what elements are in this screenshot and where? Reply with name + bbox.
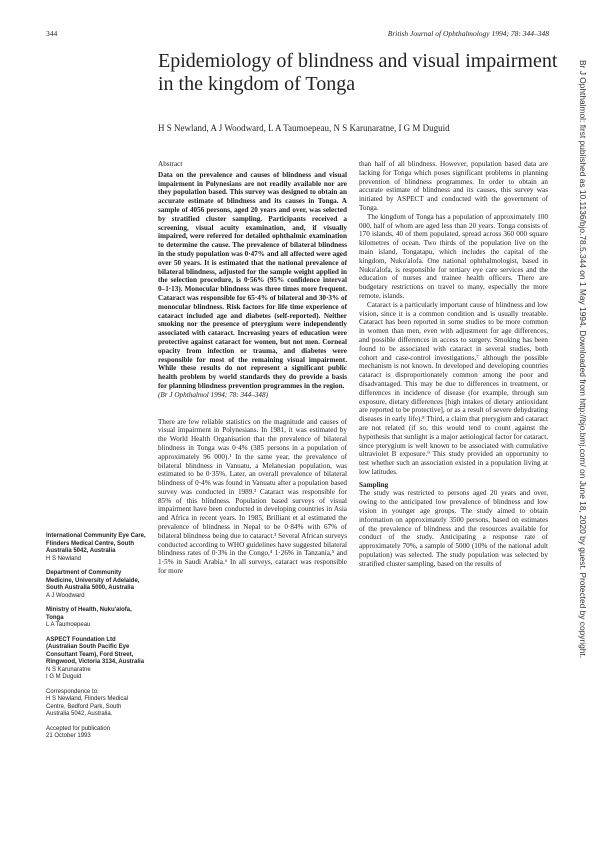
side-note-text: Br J Ophthalmol: first published as 10.1136/bjo.78.5.344 on 1 May 1994. Downloaded from http://bjo.bmj.com/ on June 18, 2020 by guest. Protected by copyright. bbox=[578, 60, 588, 659]
sampling-paragraph: The study was restricted to persons aged 20 years and over, owing to the anticipated low prevalence of blindness and low vision in younger age groups. The study aimed to obtain information on approximately 3500 persons, based on estimates of the prevalence of blindness and the resources available for conduct of the study. Anticipating a response rate of approximately 70%, a sample of 5000 (10% of the national adult population) was selected. The study population was selected by stratified cluster sampling, based on the results of bbox=[359, 489, 548, 568]
affiliation-people: H S Newland bbox=[46, 555, 82, 562]
left-column bbox=[158, 160, 347, 576]
abstract-heading: Abstract bbox=[158, 160, 183, 168]
intro-paragraph: than half of all blindness. However, population based data are lacking for Tonga which poses significant problems in planning prevention of blindness programmes. In order to obtain an accurate estimate of blindness and its causes, this survey was initiated by ASPECT and conducted with the government of Tonga. bbox=[359, 160, 548, 212]
accepted-date: Accepted for publication 21 October 1993 bbox=[46, 725, 111, 739]
affiliations bbox=[46, 533, 146, 748]
abstract-citation: (Br J Ophthalmol 1994; 78: 344–348) bbox=[158, 390, 268, 399]
affiliation-org: Department of Community Medicine, University of Adelaide, South Australia 5000, Australia bbox=[46, 570, 140, 591]
accepted-note bbox=[46, 726, 146, 741]
download-side-note bbox=[576, 60, 590, 820]
affiliation-block bbox=[46, 637, 146, 682]
affiliation-org: ASPECT Foundation Ltd (Australian South Pacific Eye Consultant Team), Ford Street, Ringwood, Victoria 3134, Australia bbox=[46, 636, 145, 665]
correspondence-note bbox=[46, 689, 146, 719]
author-list: H S Newland, A J Woodward, L A Taumoepeau, N S Karunaratne, I G M Duguid bbox=[158, 123, 450, 133]
cataract-paragraph: Cataract is a particularly important cause of blindness and low vision, since it is a common condition and is usually treatable. Cataract has been reported in some studies to be more common in women than men, even with adjustment for age differences, and possible differences in access to surgery. Smoking has been found to be associated with cataract in several studies, both cohort and case-control investigations,⁷ although the possible mechanism is not known. In developed and developing countries cataract is disproportionately common among the poor and disadvantaged. This may be due to differences in treatment, or differences in incidence of disease (for example, through sun exposure, dietary differences [high intakes of dietary antioxidant are reported to be protective], or as a result of severe dehydrating diseases in early life).⁸ Third, a claim that pterygium and cataract are not related (if so, this would tend to count against the hypothesis that sunlight is a major aetiological factor for cataract, since pterygium is well known to be associated with cumulative ultraviolet B exposure.⁹ This study provided an opportunity to test whether such an association existed in a population living at low latitudes. bbox=[359, 300, 548, 476]
abstract-text: Data on the prevalence and causes of blindness and visual impairment in Polynesians are not readily available nor are they population based. This survey was designed to obtain an accurate estimate of blindness and its causes in Tonga. A sample of 4056 persons, aged 20 years and over, was selected by stratified cluster sampling. Participants received a screening, visual acuity examination, and, if visually impaired, were referred for detailed ophthalmic examination to determine the cause. The prevalence of bilateral blindness in the study population was 0·47% and all affected were aged over 50 years. It is estimated that the national prevalence of bilateral blindness, adjusted for the sample weight applied in the selection procedure, is 0·56% (95% confidence interval 0–1·13). Monocular blindness was three times more frequent. Cataract was responsible for 65·4% of bilateral and 30·3% of monocular blindness. Risk factors for life time experience of cataract included age and diabetes (self-reported). Neither smoking nor the presence of pterygium were independently associated with cataract. Increasing years of education were protective against cataract for women, but not men. Corneal opacity from infection or trauma, and diabetes were responsible for most of the remaining visual impairment. While these results do not represent a significant public health problem by world standards they do provide a basis for planning blindness prevention programmes in the region. bbox=[158, 170, 347, 390]
affiliation-org: International Community Eye Care, Flinders Medical Centre, South Australia 5042, Australia bbox=[46, 533, 146, 554]
affiliation-block bbox=[46, 607, 146, 630]
correspondence-text: Correspondence to: H S Newland, Flinders Medical Centre, Bedford Park, South Australia 5042, Australia. bbox=[46, 688, 129, 717]
intro-paragraph: There are few reliable statistics on the magnitude and causes of visual impairment in Polynesians. In 1981, it was estimated by the World Health Organisation that the prevalence of bilateral blindness in Tonga was 0·4% (385 persons in a population of approximately 96 000).¹ In the same year, the prevalence of bilateral blindness in Vanuatu, a Melanesian population, was estimated to be 0·35%. Later, an overall prevalence of bilateral blindness of 0·4% was found in Vanuatu after a population based survey was conducted in 1989.² Cataract was responsible for 85% of this blindness. Population based surveys of visual impairment have been conducted in developing countries in Asia and Africa in recent years. In 1985, Brilliant et al estimated the prevalence of blindness in Nepal to be 0·84% with 67% of bilateral blindness being due to cataract.³ Several African surveys conducted according to WHO guidelines have suggested bilateral blindness rates of 0·3% in the Congo,⁴ 1·26% in Tanzania,⁵ and 1·5% in Saudi Arabia.⁶ In all surveys, cataract was responsible for more bbox=[158, 417, 347, 576]
right-column bbox=[359, 160, 548, 569]
affiliation-block bbox=[46, 533, 146, 563]
tonga-paragraph: The kingdom of Tonga has a population of approximately 100 000, half of whom are aged less than 20 years. Tonga consists of 170 islands, 40 of them populated, spread across 360 000 square kilometres of ocean. Two thirds of the population live on the main island, Tongatapu, which includes the capital of the kingdom, Nuku'alofa. One national ophthalmologist, based in Nuku'alofa, is responsible for tertiary eye care services and the education of nurses and trainee health officers. There are budgetary restrictions on travel to many, especially the more remote, islands. bbox=[359, 212, 548, 300]
affiliation-people: A J Woodward bbox=[46, 592, 85, 599]
journal-citation: British Journal of Ophthalmology 1994; 78: 344–348 bbox=[387, 29, 549, 38]
page-number: 344 bbox=[46, 29, 58, 38]
article-title: Epidemiology of blindness and visual impairment in the kingdom of Tonga bbox=[158, 50, 558, 95]
sampling-heading: Sampling bbox=[359, 480, 389, 489]
affiliation-org: Ministry of Health, Nuku'alofa, Tonga bbox=[46, 607, 132, 621]
affiliation-people: N S Karunaratne I G M Duguid bbox=[46, 666, 91, 680]
affiliation-block bbox=[46, 570, 146, 600]
affiliation-people: L A Taumoepeau bbox=[46, 622, 91, 628]
